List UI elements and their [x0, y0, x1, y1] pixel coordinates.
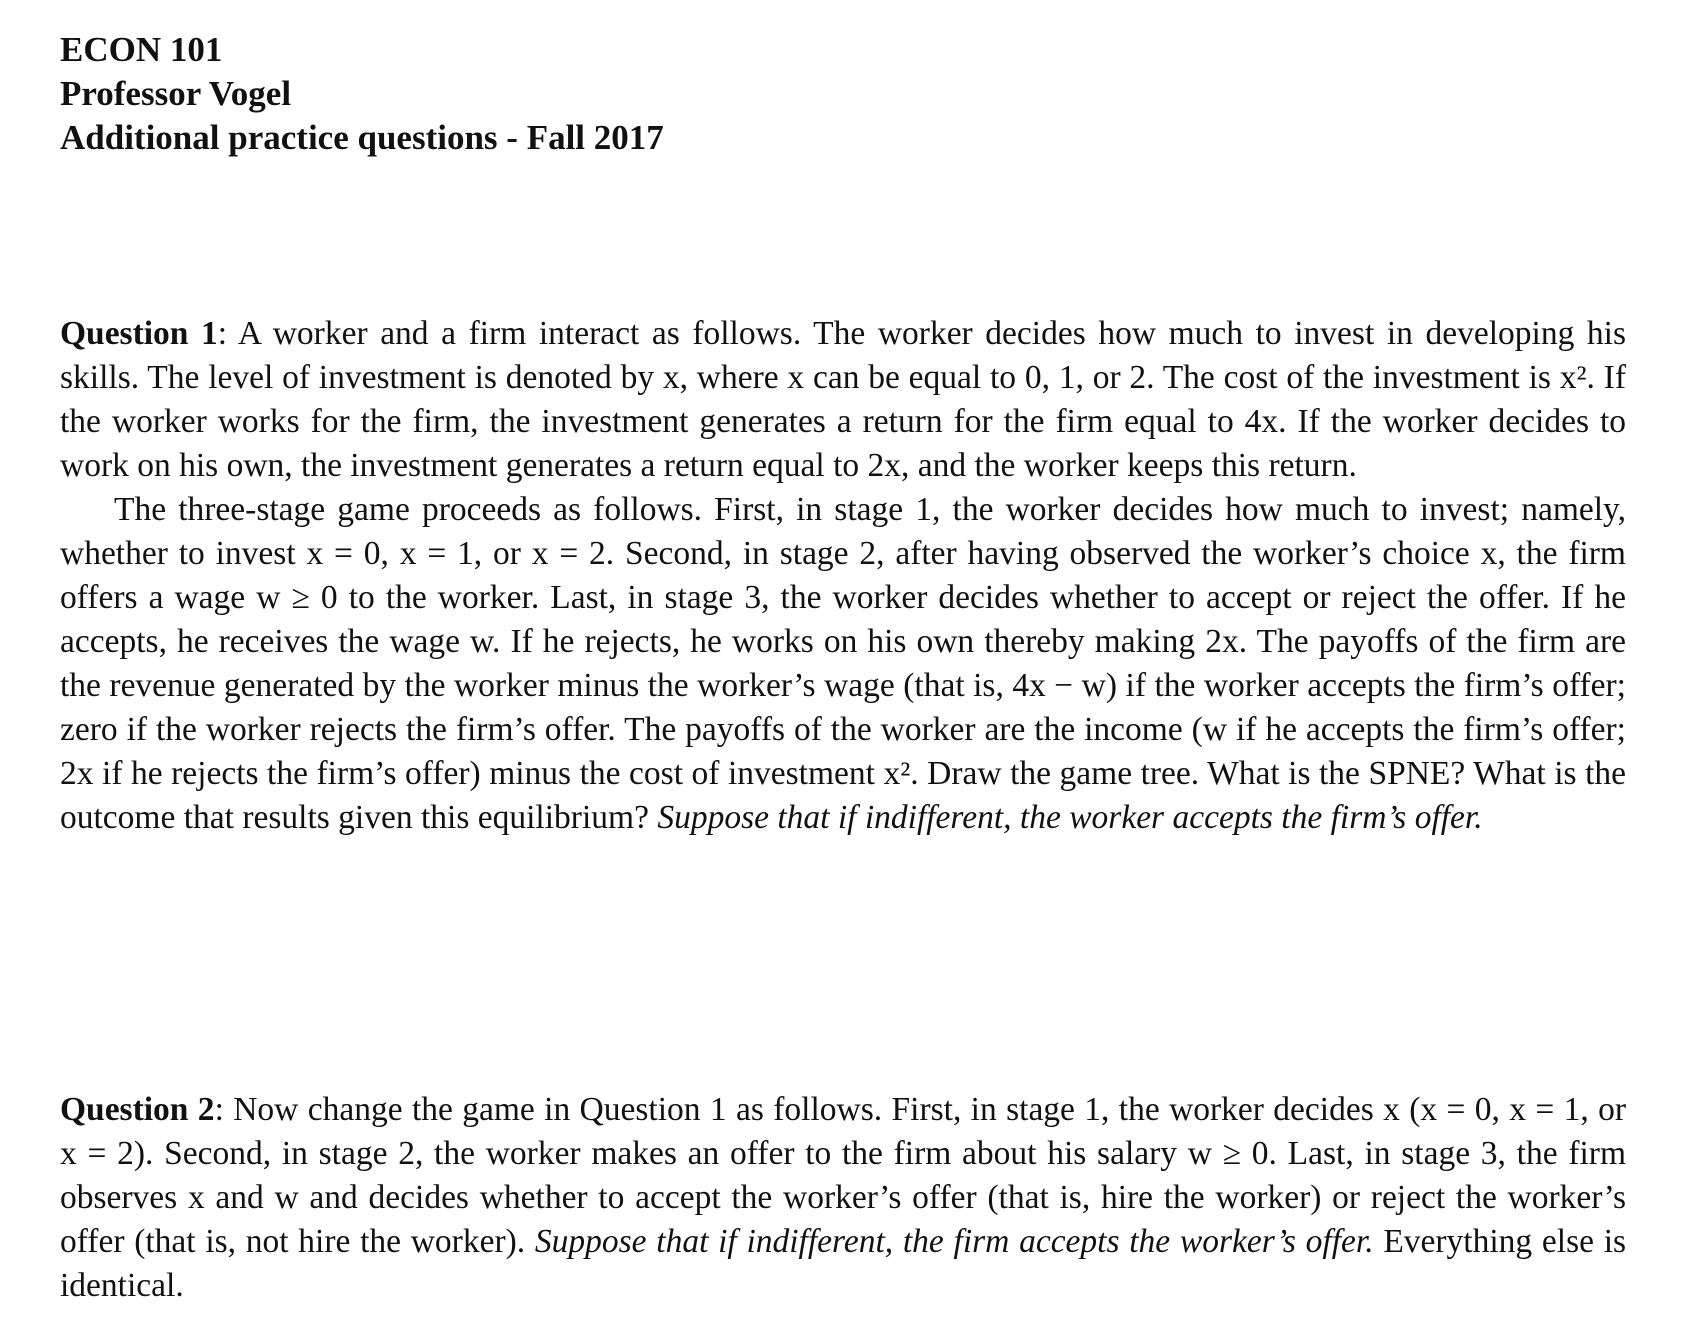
question-1-assumption: Suppose that if indifferent, the worker accepts the firm’s offer. [657, 799, 1483, 836]
question-2-label: Question 2 [60, 1091, 215, 1128]
question-1-game-description: The three-stage game proceeds as follows. First, in stage 1, the worker decides how much to invest; namely, whether to invest x = 0, x = 1, or x = 2. Second, in stage 2, after having observed the worker’s choice x, the firm offers a wage w ≥ 0 to the worker. Last, in stage 3, the worker decides whether to accept or reject the offer. If he accepts, he receives the wage w. If he rejects, he works on his own thereby making 2x. The payoffs of the firm are the revenue generated by the worker minus the worker’s wage (that is, 4x − w) if the worker accepts the firm’s offer; zero if the worker rejects the firm’s offer. The payoffs of the worker are the income (w if he accepts the firm’s offer; 2x if he rejects the firm’s offer) minus the cost of investment x². Draw the game tree. What is the SPNE? What is the outcome that results given this equilibrium? [60, 491, 1626, 836]
question-1-paragraph-2 [60, 488, 1626, 840]
question-2-text: : Now change the game in Question 1 as follows. First, in stage 1, the worker decides x (x = 0, x = 1, or x = 2). Second, in stage 2, the worker makes an offer to the firm about his salary w ≥ 0. Last, in stage 3, the firm observes x and w and decides whether to accept the worker’s offer (that is, hire the worker) or reject the worker’s offer (that is, not hire the worker). [60, 1091, 1626, 1260]
question-2-tail: Everything else is identical. [60, 1223, 1627, 1304]
course-title: ECON 101 [60, 30, 223, 69]
question-1-paragraph-1 [60, 312, 1626, 488]
question-2-paragraph [60, 1088, 1626, 1308]
professor-name: Professor Vogel [60, 74, 292, 113]
document-header [60, 28, 664, 160]
question-1-intro-text: : A worker and a firm interact as follows. The worker decides how much to invest in developing his skills. The level of investment is denoted by x, where x can be equal to 0, 1, or 2. The cost of the investment is x². If the worker works for the firm, the investment generates a return for the firm equal to 4x. If the worker decides to work on his own, the investment generates a return equal to 2x, and the worker keeps this return. [60, 315, 1626, 484]
question-2-assumption: Suppose that if indifferent, the firm accepts the worker’s offer. [534, 1223, 1374, 1260]
question-1 [60, 312, 1626, 840]
document-subtitle: Additional practice questions - Fall 2017 [60, 118, 664, 157]
question-2 [60, 1088, 1626, 1308]
question-1-label: Question 1 [60, 315, 218, 352]
